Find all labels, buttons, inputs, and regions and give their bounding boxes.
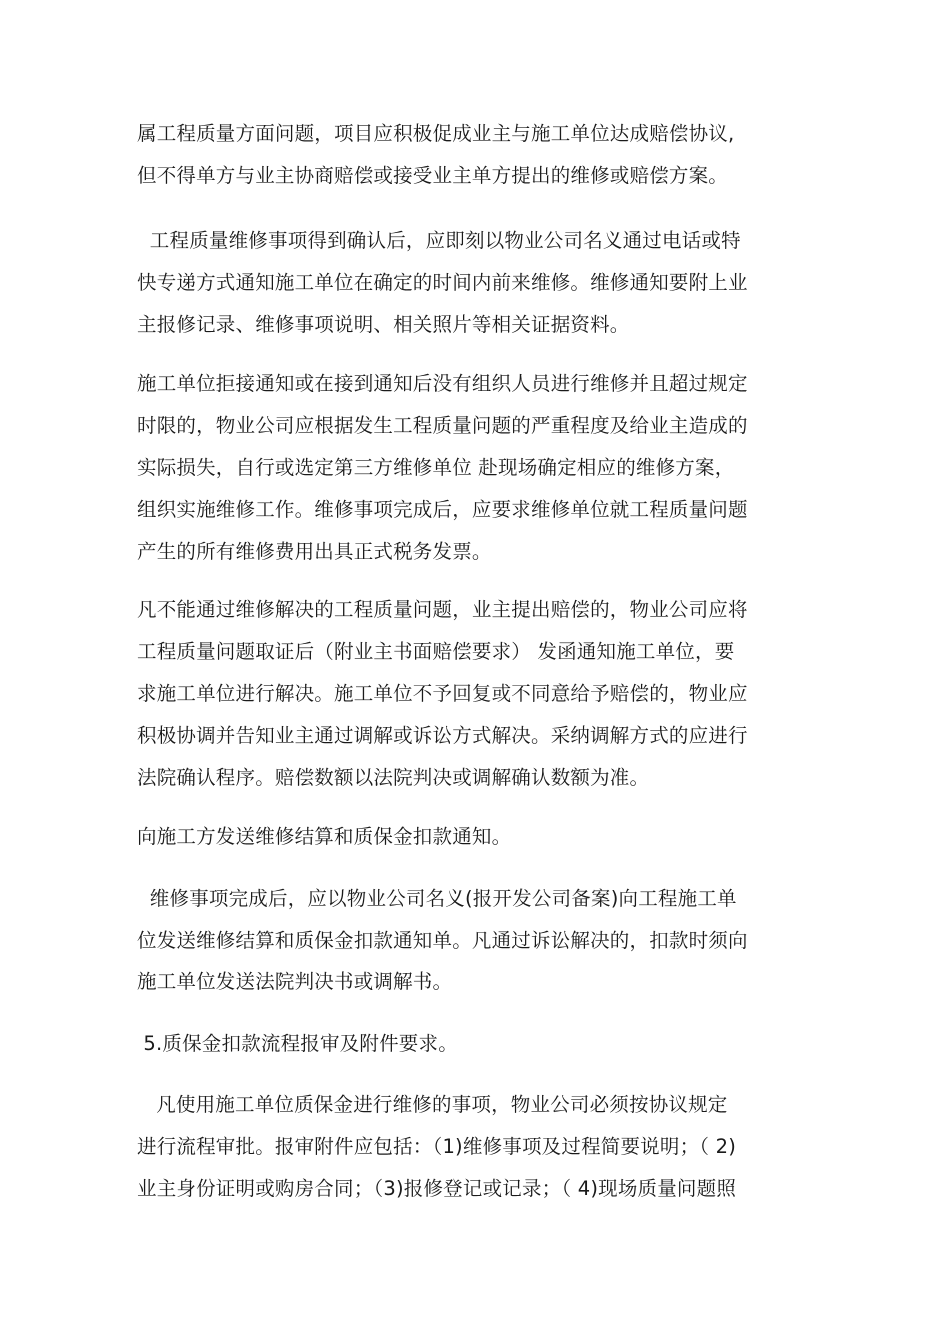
paragraph-8-line-2: 进行流程审批。报审附件应包括：（1)维修事项及过程简要说明；（ 2) [137, 1135, 737, 1158]
paragraph-6-line-1: 维修事项完成后，应以物业公司名义(报开发公司备案)向工程施工单 [137, 887, 737, 910]
paragraph-3-line-5: 产生的所有维修费用出具正式税务发票。 [137, 540, 492, 563]
paragraph-7-line-1: 5.质保金扣款流程报审及附件要求。 [137, 1032, 458, 1055]
paragraph-3-line-2: 时限的，物业公司应根据发生工程质量问题的严重程度及给业主造成的 [137, 414, 748, 437]
paragraph-4-line-1: 凡不能通过维修解决的工程质量问题，业主提出赔偿的，物业公司应将 [137, 598, 748, 621]
paragraph-4-line-5: 法院确认程序。赔偿数额以法院判决或调解确认数额为准。 [137, 766, 650, 789]
paragraph-2-line-1: 工程质量维修事项得到确认后，应即刻以物业公司名义通过电话或特 [137, 229, 741, 252]
paragraph-5-line-1: 向施工方发送维修结算和质保金扣款通知。 [137, 825, 512, 848]
paragraph-3-line-4: 组织实施维修工作。维修事项完成后，应要求维修单位就工程质量问题 [137, 498, 748, 521]
paragraph-4-line-3: 求施工单位进行解决。施工单位不予回复或不同意给予赔偿的，物业应 [137, 682, 748, 705]
paragraph-2-line-3: 主报修记录、维修事项说明、相关照片等相关证据资料。 [137, 313, 630, 336]
paragraph-1-line-1: 属工程质量方面问题，项目应积极促成业主与施工单位达成赔偿协议, [137, 122, 735, 145]
paragraph-3-line-3: 实际损失，自行或选定第三方维修单位 赴现场确定相应的维修方案， [137, 456, 735, 479]
paragraph-4-line-2: 工程质量问题取证后（附业主书面赔偿要求） 发函通知施工单位，要 [137, 640, 735, 663]
paragraph-2-line-2: 快专递方式通知施工单位在确定的时间内前来维修。维修通知要附上业 [137, 271, 748, 294]
paragraph-6-line-2: 位发送维修结算和质保金扣款通知单。凡通过诉讼解决的，扣款时须向 [137, 929, 748, 952]
paragraph-8-line-3: 业主身份证明或购房合同；（3)报修登记或记录；（ 4)现场质量问题照 [137, 1177, 737, 1200]
paragraph-6-line-3: 施工单位发送法院判决书或调解书。 [137, 970, 453, 993]
paragraph-8-line-1: 凡使用施工单位质保金进行维修的事项，物业公司必须按协议规定 [137, 1093, 728, 1116]
paragraph-1-line-2: 但不得单方与业主协商赔偿或接受业主单方提出的维修或赔偿方案。 [137, 164, 729, 187]
paragraph-3-line-1: 施工单位拒接通知或在接到通知后没有组织人员进行维修并且超过规定 [137, 372, 748, 395]
paragraph-4-line-4: 积极协调并告知业主通过调解或诉讼方式解决。采纳调解方式的应进行 [137, 724, 748, 747]
